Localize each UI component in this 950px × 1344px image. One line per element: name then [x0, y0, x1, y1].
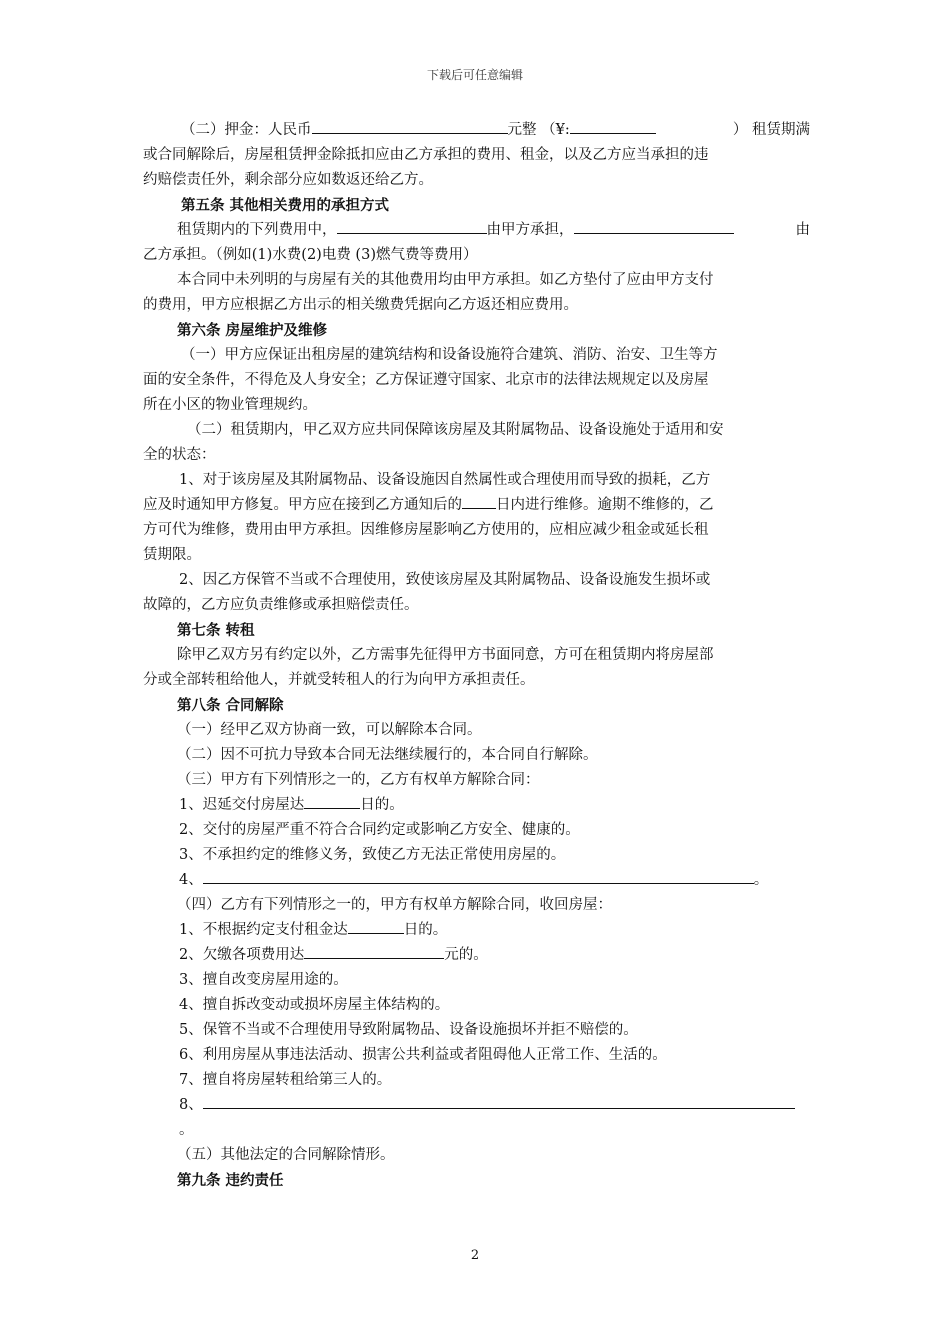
list-item: （三）甲方有下列情形之一的，乙方有权单方解除合同： [177, 772, 540, 788]
paragraph-line: （一）甲方应保证出租房屋的建筑结构和设备设施符合建筑、消防、治安、卫生等方 [181, 347, 718, 363]
arrears-amount-blank [304, 944, 444, 959]
delay-days-line: 1、迟延交付房屋达 日的。 [143, 793, 810, 818]
paragraph-line: 2、因乙方保管不当或不合理使用，致使该房屋及其附属物品、设备设施发生损坏或 [179, 572, 711, 588]
article-9-heading: 第九条 违约责任 [177, 1172, 284, 1189]
fees-line [143, 218, 810, 243]
custom-term-4-blank [203, 869, 754, 884]
article-6-heading: 第六条 房屋维护及维修 [177, 322, 328, 339]
paragraph-line: 本合同中未列明的与房屋有关的其他费用均由甲方承担。如乙方垫付了应由甲方支付 [177, 272, 714, 288]
list-item: 5、保管不当或不合理使用导致附属物品、设备设施损坏并拒不赔偿的。 [179, 1022, 638, 1038]
fees-tail: 由 [795, 222, 810, 238]
paragraph-line: 全的状态： [143, 447, 216, 463]
list-item: （一）经甲乙双方协商一致，可以解除本合同。 [177, 722, 482, 738]
article-8-heading: 第八条 合同解除 [177, 697, 284, 714]
deposit-line [143, 118, 810, 143]
deposit-label: （二）押金：人民币 [181, 122, 312, 138]
paragraph-line: 除甲乙双方另有约定以外，乙方需事先征得甲方书面同意，方可在租赁期内将房屋部 [177, 647, 714, 663]
list-item: 3、擅自改变房屋用途的。 [179, 972, 348, 988]
custom-term-8-line: 8、 [143, 1093, 810, 1118]
list-item: 2、交付的房屋严重不符合合同约定或影响乙方安全、健康的。 [179, 822, 580, 838]
paragraph-line: 1、对于该房屋及其附属物品、设备设施因自然属性或合理使用而导致的损耗，乙方 [179, 472, 711, 488]
party-a-fees-blank [337, 219, 487, 234]
page-header: 下载后可任意编辑 [426, 68, 523, 82]
list-item: 4、擅自拆改变动或损坏房屋主体结构的。 [179, 997, 450, 1013]
document-body [143, 118, 810, 1193]
article-7-heading: 第七条 转租 [177, 622, 255, 639]
arrears-line: 2、欠缴各项费用达 元的。 [143, 943, 810, 968]
repair-days-line: 应及时通知甲方修复。甲方应在接到乙方通知后的 日内进行维修。逾期不维修的，乙 [143, 493, 810, 518]
deposit-amount-blank [312, 119, 508, 134]
paragraph-line: 赁期限。 [143, 547, 201, 563]
fees-label: 租赁期内的下列费用中， [177, 222, 337, 238]
party-b-fees-blank [574, 219, 734, 234]
paragraph-line: 分或全部转租给他人，并就受转租人的行为向甲方承担责任。 [143, 672, 535, 688]
paragraph-line: 或合同解除后，房屋租赁押金除抵扣应由乙方承担的费用、租金，以及乙方应当承担的违 [143, 147, 709, 163]
list-item: （四）乙方有下列情形之一的，甲方有权单方解除合同，收回房屋： [177, 897, 612, 913]
paragraph-line: （二）租赁期内，甲乙双方应共同保障该房屋及其附属物品、设备设施处于适用和安 [187, 422, 724, 438]
rent-days-blank [348, 919, 404, 934]
paragraph-line: 的费用，甲方应根据乙方出示的相关缴费凭据向乙方返还相应费用。 [143, 297, 578, 313]
article-5-heading: 第五条 其他相关费用的承担方式 [181, 197, 390, 214]
paragraph-line: 所在小区的物业管理规约。 [143, 397, 317, 413]
deposit-tail: ） 租赁期满 [732, 122, 810, 138]
custom-term-8-end: 。 [179, 1122, 194, 1138]
paragraph-line: 乙方承担。（例如(1)水费(2)电费 (3)燃气费等费用） [143, 247, 478, 263]
list-item: （五）其他法定的合同解除情形。 [177, 1147, 395, 1163]
rent-days-line: 1、不根据约定支付租金达 日的。 [143, 918, 810, 943]
page-number: 2 [470, 1248, 480, 1263]
paragraph-line: 约赔偿责任外，剩余部分应如数返还给乙方。 [143, 172, 433, 188]
paragraph-line: 故障的，乙方应负责维修或承担赔偿责任。 [143, 597, 419, 613]
repair-days-blank [462, 494, 496, 509]
paragraph-line: 面的安全条件，不得危及人身安全；乙方保证遵守国家、北京市的法律法规规定以及房屋 [143, 372, 709, 388]
paragraph-line: 方可代为维修，费用由甲方承担。因维修房屋影响乙方使用的，应相应减少租金或延长租 [143, 522, 709, 538]
list-item: （二）因不可抗力导致本合同无法继续履行的，本合同自行解除。 [177, 747, 598, 763]
list-item: 6、利用房屋从事违法活动、损害公共利益或者阻碍他人正常工作、生活的。 [179, 1047, 667, 1063]
fees-party-a: 由甲方承担， [486, 222, 574, 238]
deposit-unit: 元整 （¥: [507, 122, 570, 138]
delay-days-blank [304, 794, 360, 809]
deposit-figure-blank [570, 119, 656, 134]
custom-term-8-blank [203, 1094, 795, 1109]
list-item: 7、擅自将房屋转租给第三人的。 [179, 1072, 392, 1088]
list-item: 3、不承担约定的维修义务，致使乙方无法正常使用房屋的。 [179, 847, 566, 863]
custom-term-4-line: 4、 。 [143, 868, 810, 893]
